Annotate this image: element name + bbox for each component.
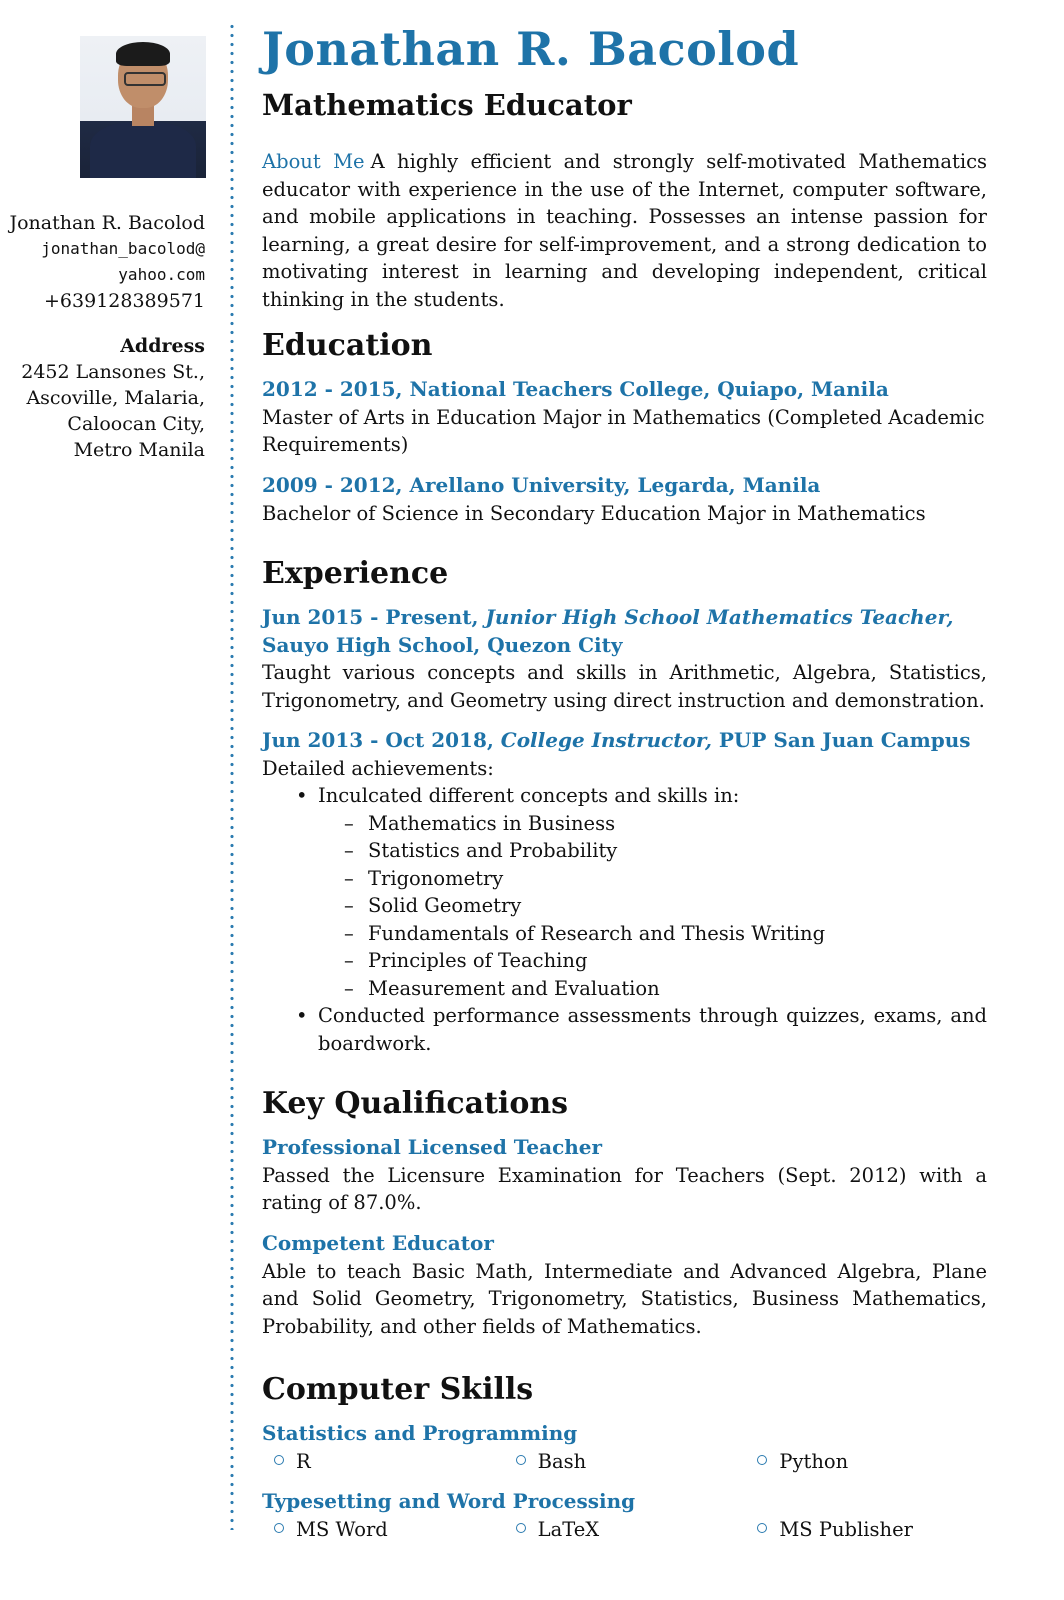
skill-label: Python bbox=[779, 1449, 849, 1473]
address-line: Caloocan City, bbox=[67, 413, 205, 435]
contact-info bbox=[0, 210, 205, 314]
skill-group-title: Typesetting and Word Processing bbox=[262, 1489, 636, 1513]
qualification-desc: Able to teach Basic Math, Intermediate and Advanced Algebra, Plane and Solid Geometry, Trigonometry, Statistics, Business Mathematics, Probability, and other fields of Mathematics. bbox=[262, 1259, 987, 1338]
circle-bullet-icon bbox=[274, 1523, 284, 1533]
dotted-divider bbox=[230, 22, 234, 1530]
experience-dates: Jun 2015 - Present, bbox=[262, 605, 479, 629]
experience-org: Sauyo High School, Quezon City bbox=[262, 632, 623, 657]
experience-org: PUP San Juan Campus bbox=[718, 728, 971, 752]
education-item bbox=[262, 472, 987, 527]
education-desc: Bachelor of Science in Secondary Education Major in Mathematics bbox=[262, 501, 926, 525]
job-title: Mathematics Educator bbox=[262, 88, 632, 122]
address-line: 2452 Lansones St., bbox=[21, 361, 205, 383]
education-header: 2012 - 2015, National Teachers College, Quiapo, Manila bbox=[262, 377, 889, 401]
achievement-list bbox=[262, 782, 987, 1057]
email-line-2[interactable]: yahoo.com bbox=[118, 265, 205, 284]
skill-group bbox=[262, 1488, 987, 1543]
education-header: 2009 - 2012, Arellano University, Legarda, Manila bbox=[262, 473, 821, 497]
education-heading: Education bbox=[262, 328, 433, 363]
skill-label: MS Word bbox=[296, 1517, 388, 1541]
list-item: – Fundamentals of Research and Thesis Writing bbox=[368, 920, 987, 948]
qualifications-heading: Key Qualifications bbox=[262, 1086, 569, 1121]
experience-intro: Detailed achievements: bbox=[262, 756, 494, 780]
experience-item bbox=[262, 727, 987, 1057]
circle-bullet-icon bbox=[757, 1455, 767, 1465]
subject-list bbox=[318, 810, 987, 1003]
achievement-text: Inculcated different concepts and skills in: bbox=[318, 784, 740, 807]
education-item bbox=[262, 376, 987, 459]
list-item bbox=[318, 1002, 987, 1057]
list-item: – Statistics and Probability bbox=[368, 837, 987, 865]
skill-item bbox=[745, 1448, 987, 1476]
skill-list bbox=[262, 1448, 987, 1476]
about-label: About Me bbox=[262, 150, 365, 173]
qualification-item bbox=[262, 1134, 987, 1217]
skill-label: MS Publisher bbox=[779, 1517, 913, 1541]
skill-item bbox=[504, 1516, 746, 1544]
address-line: Ascoville, Malaria, bbox=[26, 387, 205, 409]
education-desc: Master of Arts in Education Major in Mathematics (Completed Academic Requirements) bbox=[262, 405, 985, 456]
circle-bullet-icon bbox=[274, 1455, 284, 1465]
skills-heading: Computer Skills bbox=[262, 1372, 534, 1407]
achievement-text: Conducted performance assessments through quizzes, exams, and boardwork. bbox=[318, 1004, 987, 1055]
address-line: Metro Manila bbox=[73, 439, 205, 461]
list-item: – Principles of Teaching bbox=[368, 947, 987, 975]
about-text: A highly efficient and strongly self-motivated Mathematics educator with experience in the use of the Internet, computer software, and mobile applications in teaching. Possesses an intense passion for learning, a great desire for self-improvement, and a strong dedication to motivating interest in learning and developing independent, critical thinking in the students. bbox=[262, 150, 988, 311]
experience-role: College Instructor, bbox=[500, 728, 712, 752]
skill-item bbox=[745, 1516, 987, 1544]
page-title: Jonathan R. Bacolod bbox=[262, 22, 800, 76]
qualification-desc: Passed the Licensure Examination for Teachers (Sept. 2012) with a rating of 87.0%. bbox=[262, 1163, 987, 1214]
skill-item bbox=[262, 1448, 504, 1476]
experience-header bbox=[262, 604, 987, 659]
list-item: – Solid Geometry bbox=[368, 892, 987, 920]
sidebar-name: Jonathan R. Bacolod bbox=[9, 212, 205, 234]
skill-label: Bash bbox=[537, 1449, 587, 1473]
skill-label: R bbox=[296, 1449, 311, 1473]
skill-item bbox=[262, 1516, 504, 1544]
phone-number: +639128389571 bbox=[44, 290, 205, 312]
skill-group-title: Statistics and Programming bbox=[262, 1421, 578, 1445]
list-item: – Trigonometry bbox=[368, 865, 987, 893]
qualification-title: Competent Educator bbox=[262, 1231, 494, 1255]
circle-bullet-icon bbox=[757, 1523, 767, 1533]
skill-group bbox=[262, 1420, 987, 1475]
qualification-title: Professional Licensed Teacher bbox=[262, 1135, 603, 1159]
experience-desc: Taught various concepts and skills in Arithmetic, Algebra, Statistics, Trigonometry, and Geometry using direct instruction and demonstration. bbox=[262, 661, 987, 712]
experience-item bbox=[262, 604, 987, 714]
skill-item bbox=[504, 1448, 746, 1476]
qualification-item bbox=[262, 1230, 987, 1340]
list-item: – Mathematics in Business bbox=[368, 810, 987, 838]
about-section bbox=[262, 148, 987, 313]
skill-list bbox=[262, 1516, 987, 1544]
experience-header bbox=[262, 727, 987, 755]
circle-bullet-icon bbox=[516, 1523, 526, 1533]
address-block bbox=[0, 359, 205, 463]
experience-heading: Experience bbox=[262, 556, 449, 591]
list-item bbox=[318, 782, 987, 1002]
experience-role: Junior High School Mathematics Teacher, bbox=[485, 605, 954, 629]
skill-label: LaTeX bbox=[537, 1517, 600, 1541]
address-title: Address bbox=[120, 335, 205, 357]
email-line-1[interactable]: jonathan_bacolod@ bbox=[41, 239, 205, 258]
profile-photo bbox=[80, 36, 206, 178]
list-item: – Measurement and Evaluation bbox=[368, 975, 987, 1003]
experience-dates: Jun 2013 - Oct 2018, bbox=[262, 728, 494, 752]
circle-bullet-icon bbox=[516, 1455, 526, 1465]
